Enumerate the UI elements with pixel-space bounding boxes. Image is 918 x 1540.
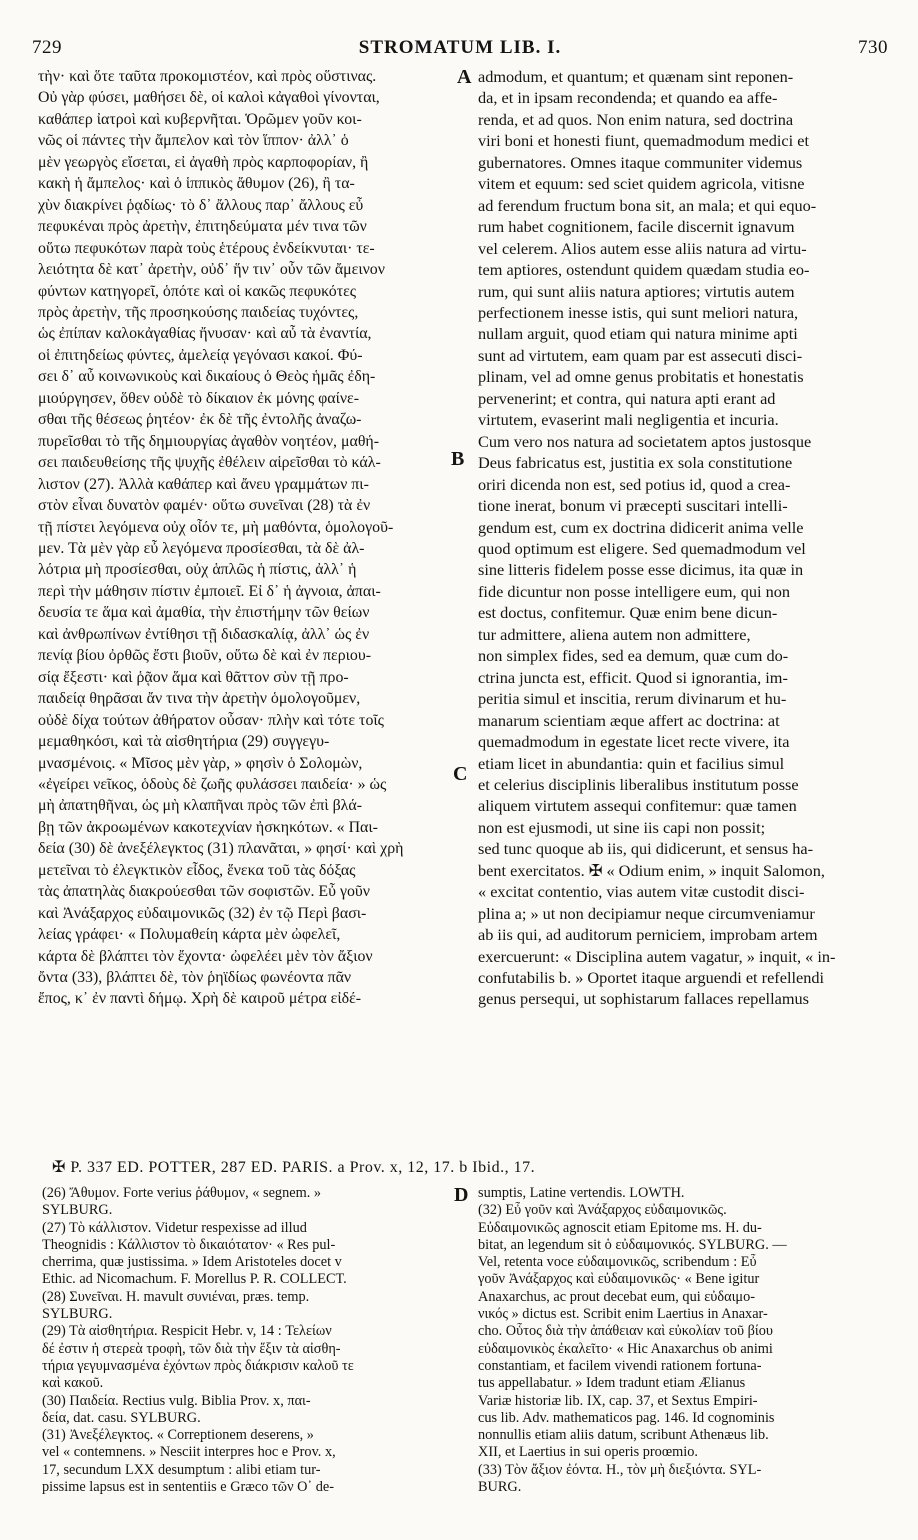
latin-text-line: quod optimum est eligere. Sed quemadmodum vel — [478, 538, 806, 558]
greek-text-line: τὴν· καὶ ὅτε ταῦτα προκομιστέον, καὶ πρὸς οὕστινας. — [38, 68, 377, 85]
footnotes-right-column — [478, 1185, 898, 1496]
latin-text-line: aliquem virtutem assequi confitemur: quæ tamen — [478, 796, 797, 816]
greek-text-line: περὶ τὴν μάθησιν πίστιν ἐμποιεῖ. Εἰ δ᾽ ἡ ἀγνοια, ἀπαι- — [38, 582, 381, 600]
latin-text-line: ad ferendum fructum bona sit, an mala; et qui equo- — [478, 195, 817, 215]
footnote-line: XII, et Laertius in sui operis proœmio. — [478, 1444, 698, 1461]
greek-text-line: «ἐγείρει νεῖκος, ὁδοὺς δὲ ζωῆς φυλάσσει παιδεία· » ὡς — [38, 775, 387, 793]
footnote-line: καὶ κακοῦ. — [42, 1375, 104, 1392]
greek-text-line: καθάπερ ἰατροὶ καὶ κυβερνῆται. Ὁρῶμεν γοῦν κοι- — [38, 110, 362, 128]
greek-text-line: ὡς ἐπίπαν καλοκἀγαθίας ἤνυσαν· καὶ αὖ τὰ ἐναντία, — [38, 325, 372, 343]
latin-text-line: viri boni et honesti fiunt, quemadmodum medici et — [478, 131, 809, 151]
latin-text-line: bent exercitatos. ✠ « Odium enim, » inquit Salomon, — [478, 860, 825, 880]
latin-text-line: gendum est, cum ex doctrina didicerit anima velle — [478, 517, 804, 537]
latin-text-line: non simplex fides, sed ea demum, quæ cum do- — [478, 646, 789, 666]
footnote-line: SYLBURG. — [42, 1306, 113, 1323]
footnote-line: Theognidis : Κάλλιστον τὸ δικαιότατον· « Res pul- — [42, 1236, 336, 1253]
footnote-line: SYLBURG. — [42, 1202, 113, 1219]
footnote-line: tus appellabatur. » Idem tradunt etiam Ælianus — [478, 1375, 746, 1392]
footnote-line: Anaxarchus, ac prout decebat eum, qui εὐδαιμο- — [478, 1288, 756, 1305]
margin-marker-c: C — [453, 763, 468, 785]
greek-text-line: λειότητα δὲ κατ᾽ ἀρετὴν, οὐδ᾽ ἥν τιν᾽ οὖν τῶν ἄμεινον — [38, 261, 385, 279]
page-number-left: 729 — [32, 37, 62, 58]
latin-text-line: ab iis qui, ad auditorum perniciem, improbam artem — [478, 925, 818, 945]
greek-text-line: πεφυκέναι πρὸς ἀρετὴν, ἐπιτηδεύματα μέν τινα τῶν — [38, 218, 367, 236]
latin-text-line: non est ejusmodi, ut sine iis capi non possit; — [478, 817, 766, 837]
greek-text-line: ὄντα (33), βλάπτει δὲ, τὸν ῥηϊδίως φωνέοντα πᾶν — [38, 969, 352, 987]
latin-text-column — [478, 66, 898, 1010]
greek-text-line: σει δ᾽ αὖ κοινωνικοὺς καὶ δικαίους ὁ Θεὸς ἡμᾶς ἐδη- — [38, 368, 376, 386]
latin-text-line: etiam licet in abundantia: quin et facilius simul — [478, 753, 785, 773]
greek-text-line: βῃ τῶν ἀκροωμένων κακοτεχνίαν ἠσκηκότων. « Παι- — [38, 818, 378, 836]
latin-text-line: rum habet cognitionem, facile discernit ignavum — [478, 217, 795, 237]
margin-marker-b: B — [451, 448, 465, 470]
latin-text-line: Deus fabricatus est, justitia ex sola constitutione — [478, 453, 793, 473]
page-number-right: 730 — [858, 37, 888, 58]
latin-text-line: quemadmodum in egestate licet recte vivere, ita — [478, 732, 790, 752]
footnote-line: (26) Ἄθυμον. Forte verius ῥάθυμον, « segnem. » — [42, 1185, 321, 1201]
latin-text-line: tur admittere, aliena autem non admittere, — [478, 624, 751, 644]
margin-marker-a: A — [457, 66, 472, 88]
latin-text-line: virtutem, evaserint mali negligentia et incuria. — [478, 410, 779, 430]
footnote-line: νικός » dictus est. Scribit enim Laertius in Anaxar- — [478, 1306, 768, 1323]
latin-text-line: « excitat contentio, vias autem vitæ custodit disci- — [478, 882, 805, 902]
greek-text-line: πενίᾳ βίου ὀρθῶς ἔστι βιοῦν, οὕτω δὲ καὶ ἐν περιου- — [38, 647, 372, 665]
latin-text-line: perfectionem inesse istis, qui sunt meliori natura, — [478, 302, 799, 322]
footnote-line: (33) Τὸν ἄξιον ἐόντα. H., τὸν μὴ διεξιόντα. SYL- — [478, 1461, 762, 1478]
greek-text-line: μεν. Τὰ μὲν γὰρ εὖ λεγόμενα προσίεσθαι, τὰ δὲ ἀλ- — [38, 539, 365, 557]
latin-text-line: vel celerem. Alios autem esse aliis natura ad virtu- — [478, 238, 807, 258]
greek-text-line: σίᾳ ἔξεστι· καὶ ῥᾷον ἅμα καὶ θᾶττον σὺν τῇ προ- — [38, 668, 349, 686]
latin-text-line: tione inerat, bonum vi præcepti suscitari intelli- — [478, 496, 788, 516]
footnote-line: (30) Παιδεία. Rectius vulg. Biblia Prov. x, παι- — [42, 1392, 311, 1409]
footnote-line: cho. Οὗτος διὰ τὴν ἀπάθειαν καὶ εὐκολίαν τοῦ βίου — [478, 1323, 773, 1340]
footnote-line: Ethic. ad Nicomachum. F. Morellus P. R. COLLECT. — [42, 1271, 347, 1288]
footnote-line: δέ ἐστιν ἡ στερεὰ τροφὴ, τῶν διὰ τὴν ἕξιν τὰ αἰσθη- — [42, 1340, 341, 1357]
greek-text-line: μεμαθηκόσι, καὶ τὰ αἰσθητήρια (29) συγγεγυ- — [38, 733, 330, 751]
greek-text-line: καὶ ἀνθρωπίνων ἐντίθησι τῇ διδασκαλίᾳ, ἀλλ᾽ ὡς ἐν — [38, 625, 370, 643]
footnote-line: vel « contemnens. » Nesciit interpres hoc e Prov. x, — [42, 1444, 336, 1461]
latin-text-line: gubernatores. Omnes itaque communiter videmus — [478, 152, 803, 172]
latin-text-line: tem aptiores, ostendunt quidem quædam studia eo- — [478, 260, 810, 280]
latin-text-line: pervenerint; et contra, qui natura apti erant ad — [478, 388, 776, 408]
greek-text-line: κακὴ ἡ ἄμπελος· καὶ ὁ ἱππικὸς ἄθυμον (26), ἢ τα- — [38, 175, 355, 193]
footnote-line: 17, secundum LXX desumptum : alibi etiam tur- — [42, 1461, 321, 1478]
greek-text-line: μνασμένοις. « Μῖσος μὲν γὰρ, » φησὶν ὁ Σολομὼν, — [38, 754, 363, 772]
footnote-line: (27) Τὸ κάλλιστον. Videtur respexisse ad illud — [42, 1219, 307, 1236]
latin-text-line: plinam, vel ad omne genus probitatis et honestatis — [478, 367, 804, 387]
footnote-line: sumptis, Latine vertendis. LOWTH. — [478, 1185, 685, 1201]
latin-text-line: exercuerunt: « Disciplina autem vagatur, » inquit, « in- — [478, 946, 836, 966]
footnote-line: γοῦν Ἀνάξαρχος καὶ εὐδαιμονικῶς· « Bene igitur — [478, 1271, 760, 1288]
latin-text-line: sed tunc quoque ab iis, qui didicerunt, et sensus ha- — [478, 839, 814, 859]
footnotes-left-column — [42, 1185, 447, 1496]
greek-text-column — [38, 66, 458, 1010]
greek-text-line: χὺν διακρίνει ῥᾳδίως· τὸ δ᾽ ἄλλους παρ᾽ ἄλλους εὖ — [38, 196, 364, 214]
latin-text-line: manarum scientiam æque affert ac doctrina: at — [478, 710, 780, 730]
footnote-line: cherrima, quæ justissima. » Idem Aristoteles docet v — [42, 1254, 342, 1271]
footnote-line: (28) Συνεῖναι. H. mavult συνιέναι, præs. temp. — [42, 1288, 310, 1305]
latin-text-line: est doctus, confitemur. Quæ enim bene dicun- — [478, 603, 778, 623]
footnote-line: δεία, dat. casu. SYLBURG. — [42, 1409, 201, 1426]
latin-text-line: sunt ad virtutem, eam quam par est assecuti disci- — [478, 345, 803, 365]
greek-text-line: οὐδὲ δίχα τούτων ἀθήρατον οὖσαν· πλὴν καὶ τότε τοῖς — [38, 711, 384, 729]
footnote-line: constantiam, et facilem vivendi rationem fortuna- — [478, 1357, 762, 1374]
running-header — [32, 37, 888, 61]
footnote-line: (29) Τὰ αἰσθητήρια. Respicit Hebr. v, 14 : Τελείων — [42, 1323, 332, 1340]
footnote-line: BURG. — [478, 1479, 522, 1496]
greek-text-line: κάρτα δὲ βλάπτει τὸν ἔχοντα· ὠφελέει μὲν τὸν ἄξιον — [38, 947, 373, 965]
greek-text-line: οἱ ἐπιτηδείως φύντες, ἀμελείᾳ γεγόνασι κακοί. Φύ- — [38, 346, 363, 364]
greek-text-line: νῶς οἱ πάντες τὴν ἄμπελον καὶ τὸν ἵππον· ἀλλ᾽ ὁ — [38, 132, 349, 150]
margin-marker-d: D — [454, 1184, 469, 1206]
edition-reference-line: ✠ P. 337 ED. POTTER, 287 ED. PARIS. a Prov. x, 12, 17. b Ibid., 17. — [52, 1159, 536, 1176]
latin-text-line: admodum, et quantum; et quænam sint reponen- — [478, 67, 794, 86]
greek-text-line: ἔπος, κ᾽ ἐν παντὶ δήμῳ. Χρὴ δὲ καιροῦ μέτρα εἰδέ- — [38, 990, 362, 1008]
footnote-line: cus lib. Adv. mathematicos pag. 146. Id cognominis — [478, 1409, 775, 1426]
greek-text-line: δεία (30) δὲ ἀνεξέλεγκτος (31) πλανᾶται, » φησί· καὶ χρὴ — [38, 840, 404, 858]
greek-text-line: πρὸς ἀρετὴν, τῆς προσηκούσης παιδείας τυχόντες, — [38, 303, 359, 321]
greek-text-line: παιδείᾳ θηρᾶσαι ἄν τινα τὴν ἀρετὴν ὁμολογοῦμεν, — [38, 690, 361, 708]
greek-text-line: στὸν εἶναι δυνατὸν φαμέν· οὕτω συνεῖναι (28) τὰ ἐν — [38, 497, 371, 515]
latin-text-line: confutabilis b. » Oportet itaque arguendi et refellendi — [478, 968, 825, 988]
footnote-line: (31) Ἀνεξέλεγκτος. « Correptionem deserens, » — [42, 1427, 314, 1444]
running-title: STROMATUM LIB. I. — [358, 37, 562, 58]
footnote-line: τήρια γεγυμνασμένα ἐχόντων πρὸς διάκρισιν καλοῦ τε — [42, 1357, 354, 1374]
greek-text-line: μὲν γεωργὸς εἴσεται, εἰ ἀγαθὴ πρὸς καρποφορίαν, ἢ — [38, 153, 369, 171]
footnote-line: Vel, retenta voce εὐδαιμονικῶς, scribendum : Εὖ — [478, 1254, 757, 1271]
footnote-line: pissime lapsus est in sententiis e Græco τῶν Ο᾽ de- — [42, 1479, 335, 1496]
greek-text-line: Οὐ γὰρ φύσει, μαθήσει δὲ, οἱ καλοὶ κἀγαθοὶ γίνονται, — [38, 89, 380, 107]
footnote-line: nonnullis etiam aliis datum, scribunt Athenæus lib. — [478, 1427, 769, 1444]
footnote-line: εὐδαιμονικὸς ἐκαλεῖτο· « Hic Anaxarchus ob animi — [478, 1340, 773, 1357]
greek-text-line: τὰς ἀπατηλὰς διακρούεσθαι τῶν σοφιστῶν. Εὖ γοῦν — [38, 883, 370, 901]
greek-text-line: σθαι τῆς θέσεως ῥητέον· ἐκ δὲ τῆς ἐντολῆς ἀναζω- — [38, 411, 362, 429]
footnote-line: Variæ historiæ lib. IX, cap. 37, et Sextus Empiri- — [478, 1392, 758, 1409]
footnote-line: (32) Εὖ γοῦν καὶ Ἀνάξαρχος εὐδαιμονικῶς. — [478, 1202, 727, 1219]
latin-text-line: sine litteris fidelem posse esse dicimus, ita quæ in — [478, 560, 804, 580]
greek-text-line: μὴ ἀπατηθῆναι, ὡς μὴ κλαπῆναι πρὸς τῶν ἐπὶ βλά- — [38, 797, 362, 815]
greek-text-line: καὶ Ἀνάξαρχος εὐδαιμονικῶς (32) ἐν τῷ Περὶ βασι- — [38, 904, 367, 922]
greek-text-line: τῇ πίστει λεγόμενα οὐχ οἷόν τε, μὴ μαθόντα, ὁμολογοῦ- — [38, 518, 394, 536]
latin-text-line: ctrina juncta est, efficit. Quod si ignorantia, im- — [478, 667, 788, 687]
latin-text-line: renda, et ad quos. Non enim natura, sed doctrina — [478, 109, 794, 129]
latin-text-line: vitem et equum: sed sciet quidem agricola, vitisne — [478, 174, 805, 194]
greek-text-line: πυρεῖσθαι τὸ τῆς δημιουργίας ἀγαθὸν νοητέον, μαθή- — [38, 432, 380, 450]
latin-text-line: peritia simul et inscitia, rerum divinarum et hu- — [478, 689, 787, 709]
latin-text-line: et celerius disciplinis liberalibus institutum posse — [478, 774, 799, 794]
footnote-line: bitat, an legendum sit ὁ εὐδαιμονικός. SYLBURG. — — [478, 1236, 787, 1253]
latin-text-line: rum, qui sunt aliis natura aptiores; virtutis autem — [478, 281, 795, 301]
greek-text-line: λείας γράφει· « Πολυμαθείη κάρτα μὲν ὠφελεῖ, — [38, 926, 341, 944]
latin-text-line: genus persequi, ut sophistarum fallaces repellamus — [478, 989, 809, 1009]
latin-text-line: fide dicuntur non posse intelligere eum, qui non — [478, 581, 790, 601]
latin-text-line: Cum vero nos natura ad societatem aptos justosque — [478, 431, 812, 451]
greek-text-line: λότρια μὴ προσίεσθαι, οὐχ ἁπλῶς ἡ πίστις, ἀλλ᾽ ἡ — [38, 561, 357, 579]
greek-text-line: σει παιδευθείσης τῆς ψυχῆς ἐθέλειν αἱρεῖσθαι τὸ κάλ- — [38, 454, 381, 472]
greek-text-line: μετεῖναι τὸ ἐλεγκτικὸν εἶδος, ἕνεκα τοῦ τὰς δόξας — [38, 861, 356, 879]
footnote-line: Εὐδαιμονικῶς agnoscit etiam Epitome ms. H. du- — [478, 1219, 762, 1236]
latin-text-line: oriri dicenda non est, sed potius id, quod a crea- — [478, 474, 791, 494]
greek-text-line: οὕτω πεφυκότων παρὰ τοὺς ἑτέρους ἐνδείκνυται· τε- — [38, 239, 375, 257]
greek-text-line: δευσία τε ἅμα καὶ ἀμαθία, τὴν ἐπιστήμην τῶν θείων — [38, 604, 370, 622]
latin-text-line: nullam arguit, quod etiam qui natura minime apti — [478, 324, 798, 344]
greek-text-line: φύντων κατηγορεῖ, ὁπότε καὶ οἱ κακῶς πεφυκότες — [38, 282, 357, 300]
latin-text-line: plina a; » ut non decipiamur neque circumveniamur — [478, 903, 815, 923]
greek-text-line: λιστον (27). Ἀλλὰ καθάπερ καὶ ἄνευ γραμμάτων πι- — [38, 475, 369, 493]
greek-text-line: μιούργησεν, ὅθεν οὐδὲ τὸ δίκαιον ἐκ μόνης φαίνε- — [38, 389, 360, 407]
latin-text-line: da, et in ipsam recondenda; et quando ea affe- — [478, 88, 778, 108]
